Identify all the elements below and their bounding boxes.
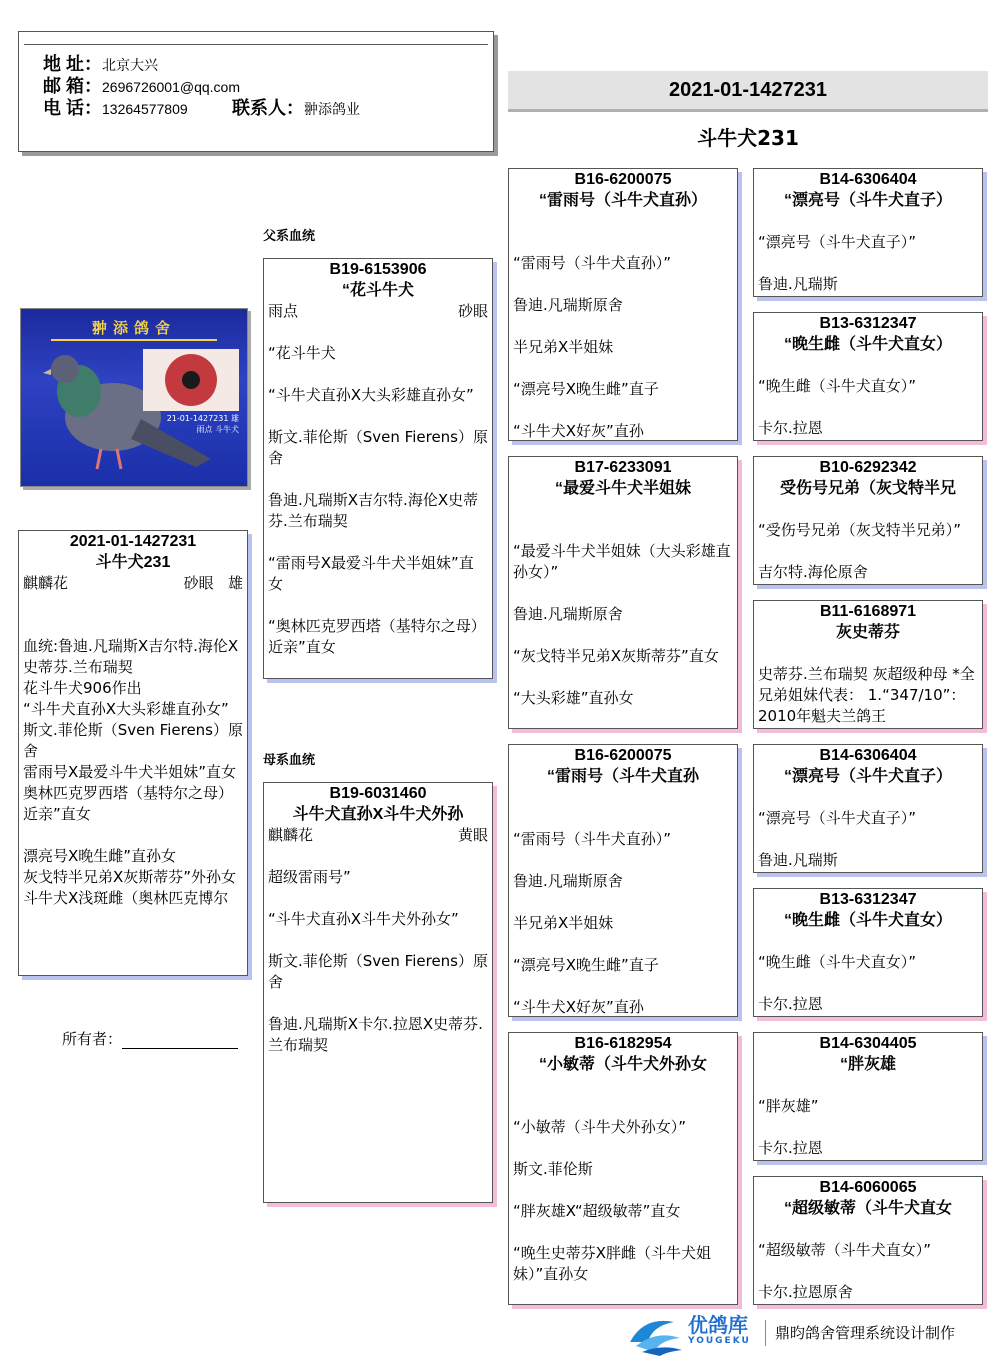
footer-divider bbox=[765, 1320, 766, 1346]
owner-blank-line[interactable] bbox=[122, 1034, 238, 1049]
subject-card bbox=[18, 530, 248, 976]
phone-value: 13264577809 bbox=[102, 101, 188, 117]
ggp-ring: B14-6306404 bbox=[819, 171, 917, 188]
sire-name: “花斗牛犬 bbox=[341, 282, 414, 299]
sire-ring: B19-6153906 bbox=[329, 261, 427, 278]
subject-line: 奥林匹克罗西塔（基特尔之母）近亲”直女 bbox=[23, 784, 234, 823]
sire-notes bbox=[264, 322, 492, 674]
ggp-line: “超级敏蒂（斗牛犬直女）” bbox=[758, 1241, 932, 1259]
gp-name: “雷雨号（斗牛犬直孙） bbox=[538, 192, 707, 209]
gp-line: “雷雨号（斗牛犬直孙）” bbox=[513, 254, 672, 272]
ggp-line: “晚生雌（斗牛犬直女）” bbox=[758, 953, 917, 971]
address-label: 地 址： bbox=[43, 54, 103, 74]
gp-line: “斗牛犬X好灰”直孙 bbox=[513, 422, 644, 440]
dam-notes bbox=[264, 846, 492, 1056]
grandparent-card-2 bbox=[508, 456, 738, 729]
gp-line: “漂亮号X晚生雌”直子 bbox=[513, 956, 659, 974]
gp-line: “斗牛犬X好灰”直孙 bbox=[513, 998, 644, 1016]
sire-section-label: 父系血统 bbox=[263, 229, 316, 244]
gp-line: “灰戈特半兄弟X灰斯蒂芬”直女 bbox=[513, 647, 719, 665]
great-grandparent-card-6 bbox=[753, 888, 983, 1017]
ggp-line: 卡尔.拉恩原舍 bbox=[758, 1283, 853, 1301]
sire-eye: 砂眼 bbox=[457, 302, 488, 320]
subject-notes bbox=[19, 636, 247, 958]
gp-line: 鲁迪.凡瑞斯原舍 bbox=[513, 605, 623, 623]
gp-line: 斯文.菲伦斯 bbox=[513, 1160, 593, 1178]
great-grandparent-card-5 bbox=[753, 744, 983, 873]
sire-card bbox=[263, 258, 493, 679]
dam-section-label: 母系血统 bbox=[263, 753, 316, 768]
photo-banner: 翀添鸽舍 bbox=[51, 317, 217, 341]
ggp-name: “超级敏蒂（斗牛犬直女 bbox=[783, 1200, 952, 1217]
great-grandparent-card-2 bbox=[753, 312, 983, 441]
dam-eye: 黄眼 bbox=[457, 826, 488, 844]
contact-person-label: 联系人： bbox=[232, 98, 305, 118]
header-ring: 2021-01-1427231 bbox=[669, 79, 827, 101]
subject-line: 血统:鲁迪.凡瑞斯X吉尔特.海伦X史蒂芬.兰布瑞契 bbox=[23, 637, 239, 676]
gp-ring: B17-6233091 bbox=[574, 459, 672, 476]
sire-line: “花斗牛犬 bbox=[268, 344, 336, 362]
sire-line: “雷雨号X最爱斗牛犬半姐妹”直女 bbox=[268, 554, 474, 593]
ggp-ring: B14-6060065 bbox=[819, 1179, 917, 1196]
great-grandparent-card-8 bbox=[753, 1176, 983, 1305]
subject-eye: 砂眼 bbox=[183, 574, 214, 592]
logo-en: YOUGEKU bbox=[688, 1336, 751, 1346]
dam-ring: B19-6031460 bbox=[329, 785, 427, 802]
ggp-name: 受伤号兄弟（灰戈特半兄 bbox=[779, 480, 956, 497]
subject-sex: 雄 bbox=[227, 574, 243, 592]
grandparent-card-3 bbox=[508, 744, 738, 1017]
gp-line: “胖灰雄X“超级敏蒂”直女 bbox=[513, 1202, 681, 1220]
gp-ring: B16-6182954 bbox=[574, 1035, 672, 1052]
contact-person-value: 翀添鸽业 bbox=[304, 101, 361, 117]
ggp-name: “漂亮号（斗牛犬直子） bbox=[783, 192, 952, 209]
great-grandparent-card-4 bbox=[753, 600, 983, 729]
subject-line: 漂亮号X晚生雌”直孙女 bbox=[23, 847, 177, 865]
ggp-ring: B10-6292342 bbox=[819, 459, 917, 476]
subject-line: 斯文.菲伦斯（Sven Fierens）原舍 bbox=[23, 721, 243, 760]
sire-line: “奥林匹克罗西塔（基特尔之母）近亲”直女 bbox=[268, 617, 486, 656]
pigeon-image bbox=[21, 309, 247, 486]
gp-line: 半兄弟X半姐妹 bbox=[513, 338, 614, 356]
sire-line: 鲁迪.凡瑞斯X吉尔特.海伦X史蒂芬.兰布瑞契 bbox=[268, 491, 479, 530]
ggp-name: “晚生雌（斗牛犬直女） bbox=[783, 336, 952, 353]
sire-line: “斗牛犬直孙X大头彩雄直孙女” bbox=[268, 386, 474, 404]
ggp-line: 卡尔.拉恩 bbox=[758, 995, 823, 1013]
ggp-line: 鲁迪.凡瑞斯 bbox=[758, 851, 838, 869]
ggp-ring: B11-6168971 bbox=[819, 603, 917, 620]
dam-color: 麒麟花 bbox=[268, 826, 314, 844]
dam-line: “斗牛犬直孙X斗牛犬外孙女” bbox=[268, 910, 459, 928]
gp-line: “最爱斗牛犬半姐妹（大头彩雄直孙女）” bbox=[513, 542, 731, 581]
footer bbox=[622, 1312, 992, 1358]
sire-color: 雨点 bbox=[268, 302, 299, 320]
subject-line: 灰戈特半兄弟X灰斯蒂芬”外孙女 bbox=[23, 868, 237, 886]
dam-line: 超级雷雨号” bbox=[268, 868, 351, 886]
ggp-name: 灰史蒂芬 bbox=[835, 624, 900, 641]
contact-divider bbox=[24, 44, 488, 45]
subject-line: 斗牛犬X浅斑雌（奥林匹克博尔 bbox=[23, 889, 229, 907]
header-ring-band bbox=[508, 71, 988, 112]
ggp-line: “胖灰雄” bbox=[758, 1097, 819, 1115]
subject-ring: 2021-01-1427231 bbox=[69, 533, 197, 550]
subject-line: “斗牛犬直孙X大头彩雄直孙女” bbox=[23, 700, 229, 718]
ggp-ring: B14-6306404 bbox=[819, 747, 917, 764]
subject-line: 雷雨号X最爱斗牛犬半姐妹”直女 bbox=[23, 763, 237, 781]
gp-name: “雷雨号（斗牛犬直孙 bbox=[546, 768, 699, 785]
gp-ring: B16-6200075 bbox=[574, 171, 672, 188]
gp-line: “漂亮号X晚生雌”直子 bbox=[513, 380, 659, 398]
subject-name: 斗牛犬231 bbox=[95, 554, 171, 571]
email-label: 邮 箱： bbox=[43, 76, 103, 96]
gp-line: “大头彩雄”直孙女 bbox=[513, 689, 634, 707]
photo-ring-caption: 21-01-1427231 雄 bbox=[166, 414, 239, 423]
address-value: 北京大兴 bbox=[102, 57, 159, 73]
subject-color: 麒麟花 bbox=[23, 574, 69, 592]
footer-credit: 鼎昀鸽舍管理系统设计制作 bbox=[775, 1324, 956, 1342]
ggp-name: “漂亮号（斗牛犬直子） bbox=[783, 768, 952, 785]
great-grandparent-card-7 bbox=[753, 1032, 983, 1161]
gp-line: “晚生史蒂芬X胖雌（斗牛犬姐妹）”直孙女 bbox=[513, 1244, 712, 1283]
ggp-name: “胖灰雄 bbox=[839, 1056, 896, 1073]
dam-line: 斯文.菲伦斯（Sven Fierens）原舍 bbox=[268, 952, 488, 991]
gp-line: “小敏蒂（斗牛犬外孙女）” bbox=[513, 1118, 687, 1136]
owner-field bbox=[62, 1028, 238, 1049]
grandparent-card-4 bbox=[508, 1032, 738, 1305]
ggp-ring: B13-6312347 bbox=[819, 891, 917, 908]
gp-name: “最爱斗牛犬半姐妹 bbox=[554, 480, 691, 497]
photo-name-caption: 雨点 斗牛犬 bbox=[196, 425, 239, 434]
dam-line: 鲁迪.凡瑞斯X卡尔.拉恩X史蒂芬.兰布瑞契 bbox=[268, 1015, 483, 1054]
ggp-line: “晚生雌（斗牛犬直女）” bbox=[758, 377, 917, 395]
great-grandparent-card-1 bbox=[753, 168, 983, 297]
gp-name: “小敏蒂（斗牛犬外孙女 bbox=[538, 1056, 707, 1073]
dam-card bbox=[263, 782, 493, 1203]
ggp-line: “漂亮号（斗牛犬直子）” bbox=[758, 809, 917, 827]
sire-line: 斯文.菲伦斯（Sven Fierens）原舍 bbox=[268, 428, 488, 467]
ggp-line: 鲁迪.凡瑞斯 bbox=[758, 275, 838, 293]
contact-box bbox=[18, 31, 494, 152]
ggp-line: 吉尔特.海伦原舍 bbox=[758, 563, 868, 581]
great-grandparent-card-3 bbox=[753, 456, 983, 585]
ggp-ring: B14-6304405 bbox=[819, 1035, 917, 1052]
swirl-logo-icon bbox=[622, 1312, 686, 1356]
gp-line: 半兄弟X半姐妹 bbox=[513, 914, 614, 932]
email-value: 2696726001@qq.com bbox=[102, 79, 240, 95]
dam-name: 斗牛犬直孙X斗牛犬外孙 bbox=[292, 806, 464, 823]
subject-line: 花斗牛犬906作出 bbox=[23, 679, 142, 697]
gp-line: 鲁迪.凡瑞斯原舍 bbox=[513, 296, 623, 314]
phone-label: 电 话： bbox=[43, 98, 103, 118]
ggp-ring: B13-6312347 bbox=[819, 315, 917, 332]
grandparent-card-1 bbox=[508, 168, 738, 441]
ggp-line: “漂亮号（斗牛犬直子）” bbox=[758, 233, 917, 251]
owner-label: 所有者： bbox=[62, 1030, 123, 1048]
gp-ring: B16-6200075 bbox=[574, 747, 672, 764]
header-name: 斗牛犬231 bbox=[697, 126, 799, 150]
gp-line: 鲁迪.凡瑞斯原舍 bbox=[513, 872, 623, 890]
ggp-line: 卡尔.拉恩 bbox=[758, 419, 823, 437]
ggp-line: 卡尔.拉恩 bbox=[758, 1139, 823, 1157]
logo-cn: 优鸽库 bbox=[688, 1313, 748, 1337]
ggp-line: “受伤号兄弟（灰戈特半兄弟）” bbox=[758, 521, 962, 539]
ggp-name: “晚生雌（斗牛犬直女） bbox=[783, 912, 952, 929]
gp-line: “雷雨号（斗牛犬直孙）” bbox=[513, 830, 672, 848]
ggp-line: 史蒂芬.兰布瑞契 灰超级种母 *全兄弟姐妹代表： 1.“347/10”： 2010年魁夫兰鸽王 bbox=[758, 665, 975, 725]
pigeon-photo bbox=[20, 308, 248, 487]
logo-text bbox=[688, 1314, 751, 1346]
